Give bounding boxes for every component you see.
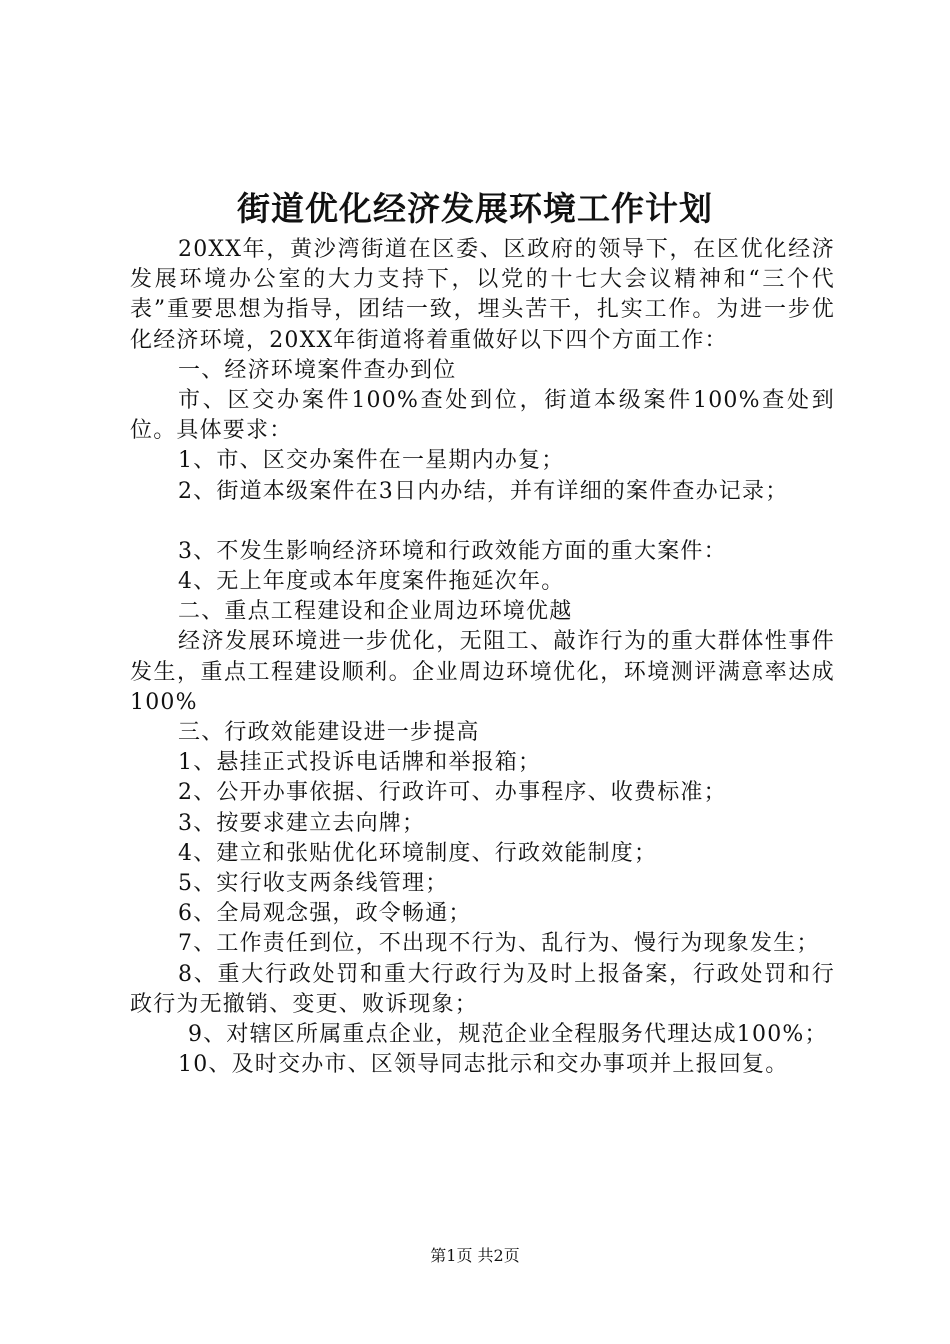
section-heading-1: 一、经济环境案件查办到位: [178, 357, 457, 383]
list-item: 9、对辖区所属重点企业，规范企业全程服务代理达成100%；: [188, 1022, 828, 1048]
list-item: 4、无上年度或本年度案件拖延次年。: [178, 569, 565, 595]
list-item: 4、建立和张贴优化环境制度、行政效能制度；: [178, 840, 658, 866]
document-body: [130, 235, 835, 1080]
list-item: 3、不发生影响经济环境和行政效能方面的重大案件：: [178, 538, 727, 564]
list-item: 10、及时交办市、区领导同志批示和交办事项并上报回复。: [178, 1052, 789, 1078]
list-item: 6、全局观念强，政令畅通；: [178, 901, 472, 927]
paragraph: 市、区交办案件100%查处到位，街道本级案件100%查处到位。具体要求：: [130, 388, 835, 444]
intro-paragraph: 20XX年，黄沙湾街道在区委、区政府的领导下，在区优化经济发展环境办公室的大力支持下，以党的十七大会议精神和“三个代表”重要思想为指导，团结一致，埋头苦干，扎实工作。为进一步优化经济环境，20XX年街道将着重做好以下四个方面工作：: [130, 237, 835, 353]
spacer: [130, 507, 835, 537]
paragraph: 经济发展环境进一步优化，无阻工、敲诈行为的重大群体性事件发生，重点工程建设顺利。企业周边环境优化，环境测评满意率达成100%: [130, 629, 835, 715]
page-footer: 第1页 共2页: [430, 1246, 520, 1265]
list-item: 1、市、区交办案件在一星期内办复；: [178, 448, 565, 474]
list-item: 3、按要求建立去向牌；: [178, 810, 426, 836]
list-item: 7、工作责任到位，不出现不行为、乱行为、慢行为现象发生；: [178, 931, 820, 957]
list-item: 2、街道本级案件在3日内办结，并有详细的案件查办记录；: [178, 478, 789, 504]
document-title: 街道优化经济发展环境工作计划: [237, 189, 713, 228]
section-heading-2: 二、重点工程建设和企业周边环境优越: [178, 599, 573, 625]
section-heading-3: 三、行政效能建设进一步提高: [178, 720, 480, 746]
list-item: 2、公开办事依据、行政许可、办事程序、收费标准；: [178, 780, 727, 806]
list-item: 8、重大行政处罚和重大行政行为及时上报备案，行政处罚和行政行为无撤销、变更、败诉现象；: [130, 961, 835, 1017]
list-item: 5、实行收支两条线管理；: [178, 871, 449, 897]
list-item: 1、悬挂正式投诉电话牌和举报箱；: [178, 750, 542, 776]
